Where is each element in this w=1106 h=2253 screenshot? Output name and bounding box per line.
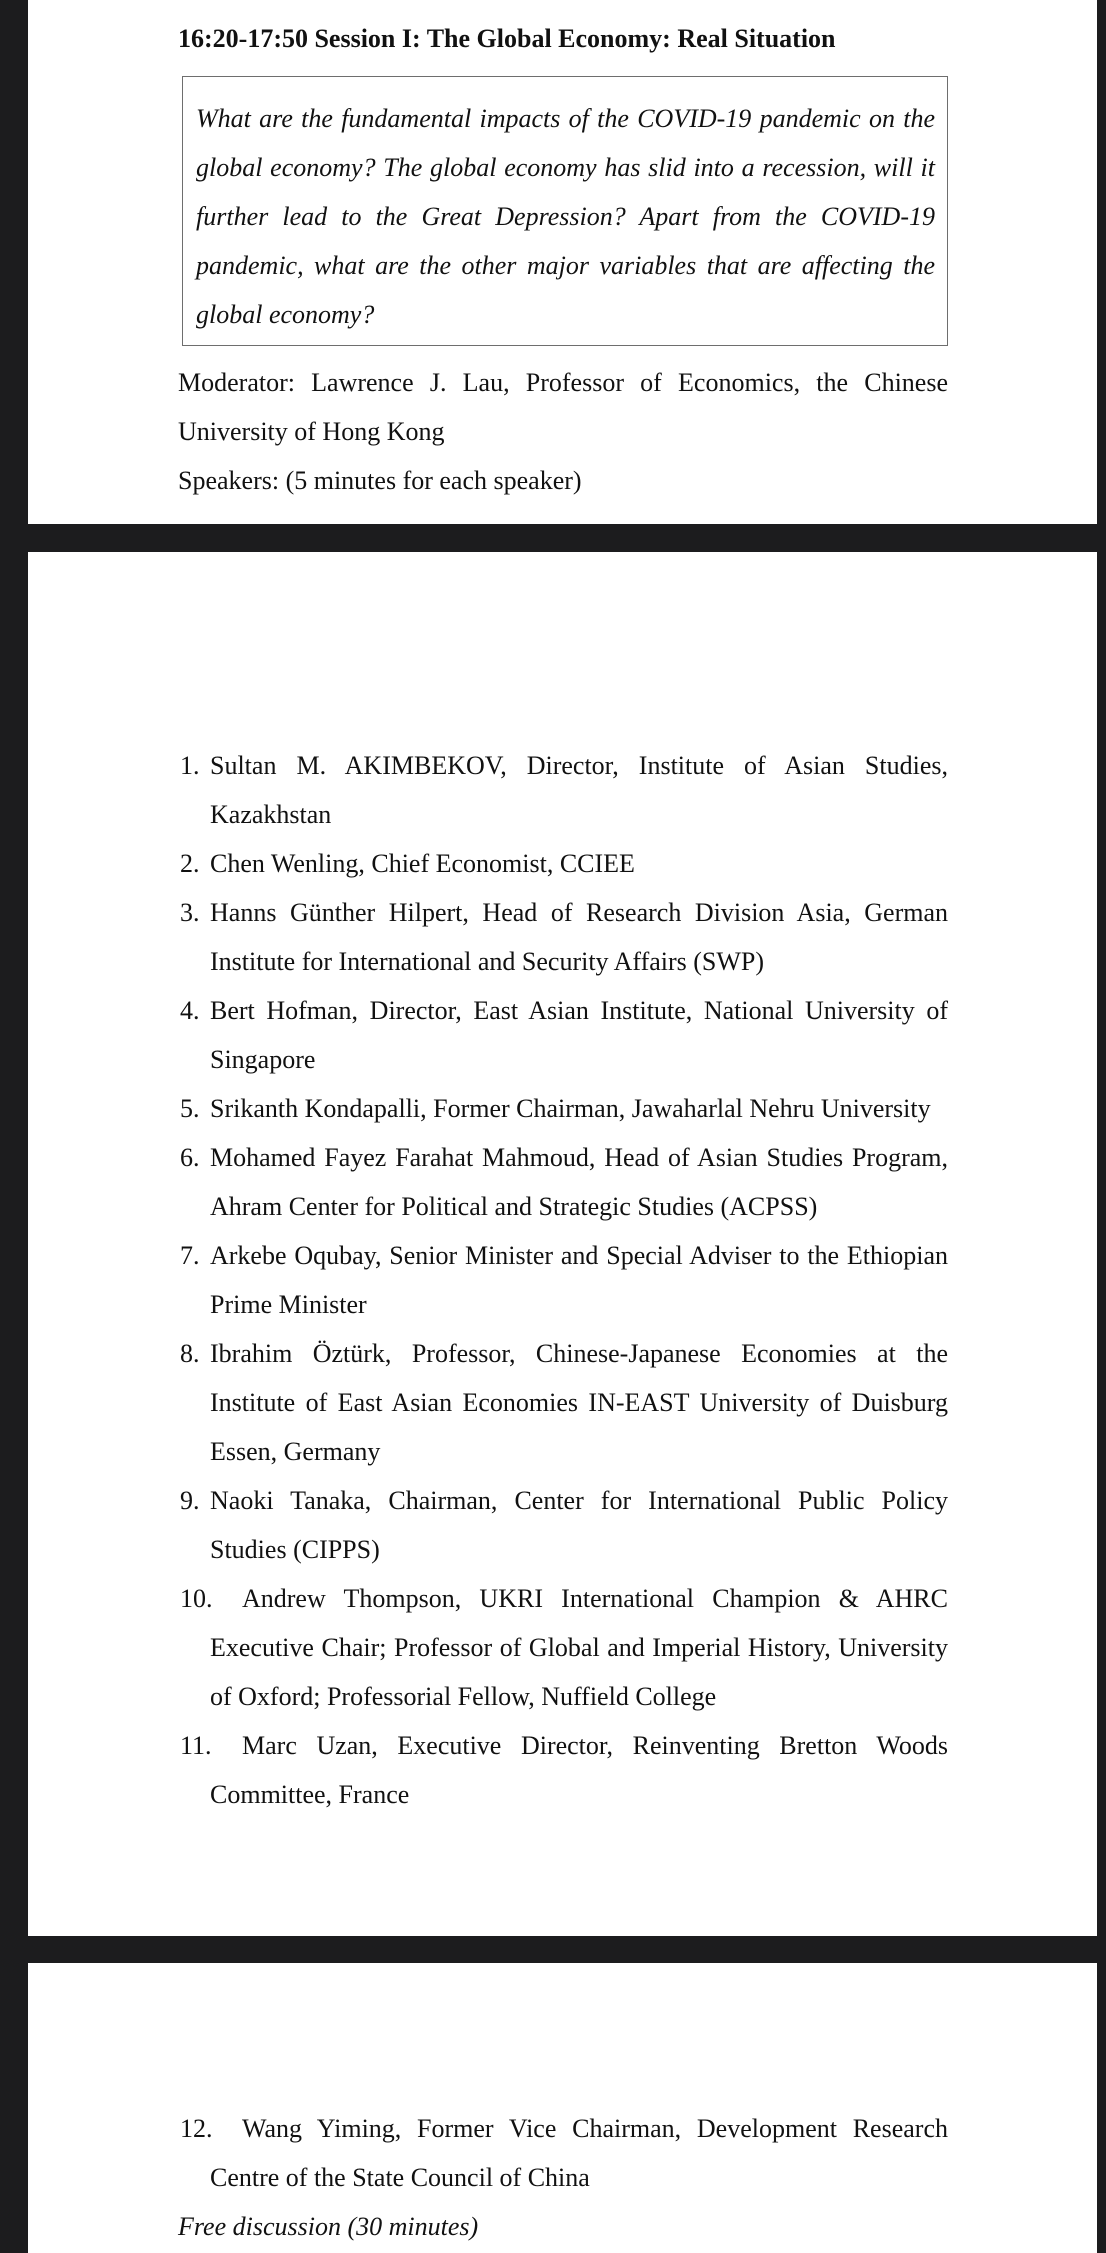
free-discussion-note: Free discussion (30 minutes) xyxy=(178,2212,479,2241)
session-questions: What are the fundamental impacts of the COVID-19 pandemic on the global economy? The global economy has slid into a recession, will it further lead to the Great Depression? Apart from the COVID-19 pandemic, what are the other major variables that are affecting the global economy? xyxy=(196,104,935,329)
moderator-text: Moderator: Lawrence J. Lau, Professor of Economics, the Chinese University of Hong Kong xyxy=(178,368,948,446)
speaker-item xyxy=(178,888,948,986)
questions-box xyxy=(182,76,948,346)
speaker-item xyxy=(178,839,948,888)
speaker-text: Wang Yiming, Former Vice Chairman, Development Research Centre of the State Council of China xyxy=(210,2114,948,2192)
speakers-label-block xyxy=(178,456,948,505)
speaker-text: Sultan M. AKIMBEKOV, Director, Institute of Asian Studies, Kazakhstan xyxy=(210,751,948,829)
speaker-text: Hanns Günther Hilpert, Head of Research Division Asia, German Institute for International and Security Affairs (SWP) xyxy=(210,898,948,976)
speaker-item xyxy=(178,741,948,839)
speaker-number: 5. xyxy=(180,1094,200,1123)
speakers-label: Speakers: (5 minutes for each speaker) xyxy=(178,466,582,495)
speaker-item xyxy=(178,1133,948,1231)
speaker-number: 2. xyxy=(180,849,200,878)
speaker-item xyxy=(178,1329,948,1476)
document-page-3 xyxy=(28,1963,1097,2253)
speaker-item xyxy=(178,2104,948,2202)
document-page-2 xyxy=(28,552,1097,1936)
moderator-block xyxy=(178,358,948,456)
speaker-item xyxy=(178,986,948,1084)
speaker-item xyxy=(178,1231,948,1329)
speaker-list-part-2 xyxy=(178,2104,948,2251)
speaker-text: Bert Hofman, Director, East Asian Institute, National University of Singapore xyxy=(210,996,948,1074)
speaker-item xyxy=(178,1574,948,1721)
session-heading: 16:20-17:50 Session I: The Global Economy: Real Situation xyxy=(178,24,836,53)
speaker-text: Mohamed Fayez Farahat Mahmoud, Head of Asian Studies Program, Ahram Center for Political and Strategic Studies (ACPSS) xyxy=(210,1143,948,1221)
speaker-item xyxy=(178,1476,948,1574)
speaker-text: Marc Uzan, Executive Director, Reinventing Bretton Woods Committee, France xyxy=(210,1731,948,1809)
speaker-number: 7. xyxy=(180,1241,200,1270)
speaker-number: 11. xyxy=(180,1731,212,1760)
speaker-number: 3. xyxy=(180,898,200,927)
speaker-text: Arkebe Oqubay, Senior Minister and Special Adviser to the Ethiopian Prime Minister xyxy=(210,1241,948,1319)
speaker-number: 10. xyxy=(180,1584,213,1613)
speaker-text: Ibrahim Öztürk, Professor, Chinese-Japanese Economies at the Institute of East Asian Economies IN-EAST University of Duisburg Essen, Germany xyxy=(210,1339,948,1466)
speaker-item xyxy=(178,1084,948,1133)
speaker-text: Andrew Thompson, UKRI International Champion & AHRC Executive Chair; Professor of Global and Imperial History, University of Oxford; Professorial Fellow, Nuffield College xyxy=(210,1584,948,1711)
speaker-text: Naoki Tanaka, Chairman, Center for International Public Policy Studies (CIPPS) xyxy=(210,1486,948,1564)
speaker-number: 6. xyxy=(180,1143,200,1172)
speaker-number: 4. xyxy=(180,996,200,1025)
speaker-number: 8. xyxy=(180,1339,200,1368)
document-page-1 xyxy=(28,0,1097,524)
speaker-list-part-1 xyxy=(178,741,948,1819)
speaker-text: Chen Wenling, Chief Economist, CCIEE xyxy=(210,849,635,878)
speaker-number: 1. xyxy=(180,751,200,780)
speaker-number: 12. xyxy=(180,2114,213,2143)
speaker-text: Srikanth Kondapalli, Former Chairman, Jawaharlal Nehru University xyxy=(210,1094,931,1123)
speaker-number: 9. xyxy=(180,1486,200,1515)
speaker-item xyxy=(178,1721,948,1819)
